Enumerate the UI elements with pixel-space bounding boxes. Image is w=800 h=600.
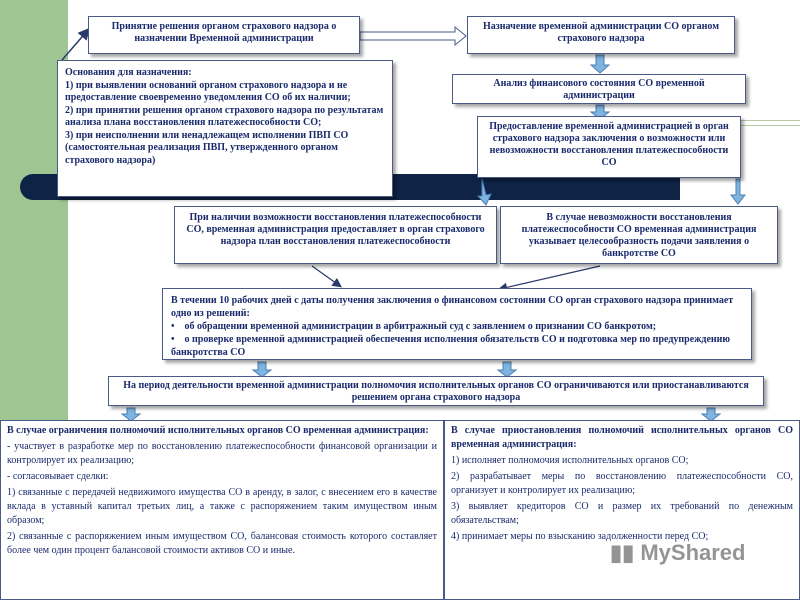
10days-intro: В течении 10 рабочих дней с даты получения заключения о финансовом состоянии СО орган страхового надзора принимает одно из решений:	[171, 295, 734, 319]
watermark-logo: ▮▮ MyShared	[610, 540, 746, 565]
right-panel-item: 3) выявляет кредиторов СО и размер их требований по денежным обязательствам;	[451, 501, 793, 526]
grounds-title: Основания для назначения:	[65, 67, 192, 78]
arrow-decision-to-appointment	[360, 27, 466, 45]
arrow-grounds-to-decision	[62, 30, 88, 60]
grounds-item: 2) при принятии решения органом страхового надзора по результатам анализа плана восстановления платежеспособности СО;	[65, 104, 384, 128]
right-panel-item: 1) исполняет полномочия исполнительных органов СО;	[451, 455, 689, 466]
left-panel-item: - согласовывает сделки:	[7, 471, 109, 482]
box-possible: При наличии возможности восстановления платежеспособности СО, временная администрация предоставляет в орган страхового надзора план восстановления платежеспособности	[174, 206, 497, 264]
arrow-impossible-to-10days	[500, 266, 600, 289]
left-panel-item: - участвует в разработке мер по восстановлению платежеспособности финансовой организации и контролирует их реализацию;	[7, 441, 437, 466]
right-panel-heading: В случае приостановления полномочий исполнительных органов СО временная администрация:	[451, 425, 793, 450]
box-grounds	[57, 60, 393, 197]
right-panel-item: 2) разрабатывает меры по восстановлению платежеспособности СО, организует и контролирует их реализацию;	[451, 471, 793, 496]
10days-item: • об обращении временной администрации в арбитражный суд с заявлением о признании СО банкротом;	[171, 321, 657, 332]
box-period: На период деятельности временной администрации полномочия исполнительных органов СО ограничиваются или приостанавливаются решением органа страхового надзора	[108, 376, 764, 406]
left-panel	[0, 420, 444, 600]
right-panel-item: 4) принимает меры по взысканию задолженности перед СО;	[451, 531, 709, 542]
box-10-days	[162, 288, 752, 360]
grounds-item: 3) при неисполнении или ненадлежащем исполнении ПВП СО (самостоятельная реализация ПВП, утвержденного органом страхового надзора)	[65, 129, 349, 166]
box-impossible: В случае невозможности восстановления платежеспособности СО временная администрация указывает целесообразность подачи заявления о банкротстве СО	[500, 206, 778, 264]
left-panel-item: 1) связанные с передачей недвижимого имущества СО в аренду, в залог, с внесением его в качестве вклада в уставный капитал третьих лиц, а также с распоряжением таким имуществом иным образом;	[7, 487, 437, 526]
arrow-conclusion-to-possible	[478, 179, 491, 205]
box-conclusion: Предоставление временной администрацией в орган страхового надзора заключения о возможности или невозможности восстановления платежеспособности СО	[477, 116, 741, 178]
box-appointment: Назначение временной администрации СО органом страхового надзора	[467, 16, 735, 54]
arrow-10days-to-period	[253, 362, 271, 377]
box-decision: Принятие решения органом страхового надзора о назначении Временной администрации	[88, 16, 360, 54]
grounds-item: 1) при выявлении оснований органом страхового надзора и не предоставление своевременно уведомления СО об их наличии;	[65, 79, 351, 103]
left-panel-heading: В случае ограничения полномочий исполнительных органов СО временная администрация:	[7, 425, 429, 436]
arrow-possible-to-10days	[312, 266, 340, 286]
right-panel	[444, 420, 800, 600]
arrow-conclusion-to-impossible	[731, 179, 745, 204]
watermark-icon: ▮▮	[610, 540, 641, 565]
arrow-10days-to-period-right	[498, 362, 516, 377]
arrow-appointment-to-analysis	[591, 55, 609, 73]
box-analysis: Анализ финансового состояния СО временной администрации	[452, 74, 746, 104]
left-panel-item: 2) связанные с распоряжением иным имуществом СО, балансовая стоимость которого составляет более чем один процент балансовой стоимости активов СО и иные.	[7, 531, 437, 556]
10days-item: • о проверке временной администрацией обеспечения исполнения обязательств СО и подготовка мер по предупреждению банкротства СО	[171, 334, 731, 358]
